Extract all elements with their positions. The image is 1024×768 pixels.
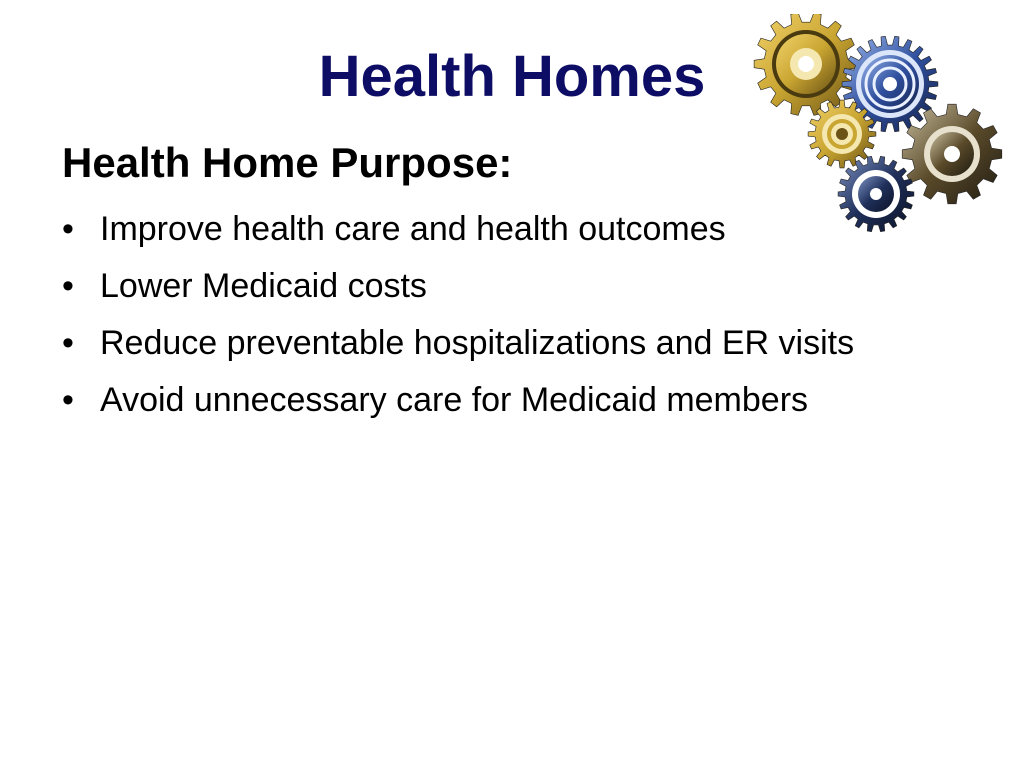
bullet-text: Lower Medicaid costs (100, 267, 427, 305)
list-item (62, 206, 962, 252)
list-item (62, 263, 962, 309)
gear-group (754, 14, 1002, 232)
bullet-icon: • (62, 267, 74, 305)
slide-title: Health Homes (318, 44, 706, 109)
bullet-text: Avoid unnecessary care for Medicaid members (100, 381, 809, 419)
list-item (62, 377, 962, 423)
bullet-list (62, 206, 962, 434)
bullet-text: Reduce preventable hospitalizations and ER visits (100, 324, 855, 362)
bullet-icon: • (62, 324, 74, 362)
bullet-text: Improve health care and health outcomes (100, 210, 726, 248)
bullet-icon: • (62, 210, 74, 248)
list-item (62, 320, 962, 366)
bullet-icon: • (62, 381, 74, 419)
gears-icon (748, 14, 1008, 236)
small-gold-gear (808, 100, 876, 168)
section-heading: Health Home Purpose: (62, 139, 513, 186)
